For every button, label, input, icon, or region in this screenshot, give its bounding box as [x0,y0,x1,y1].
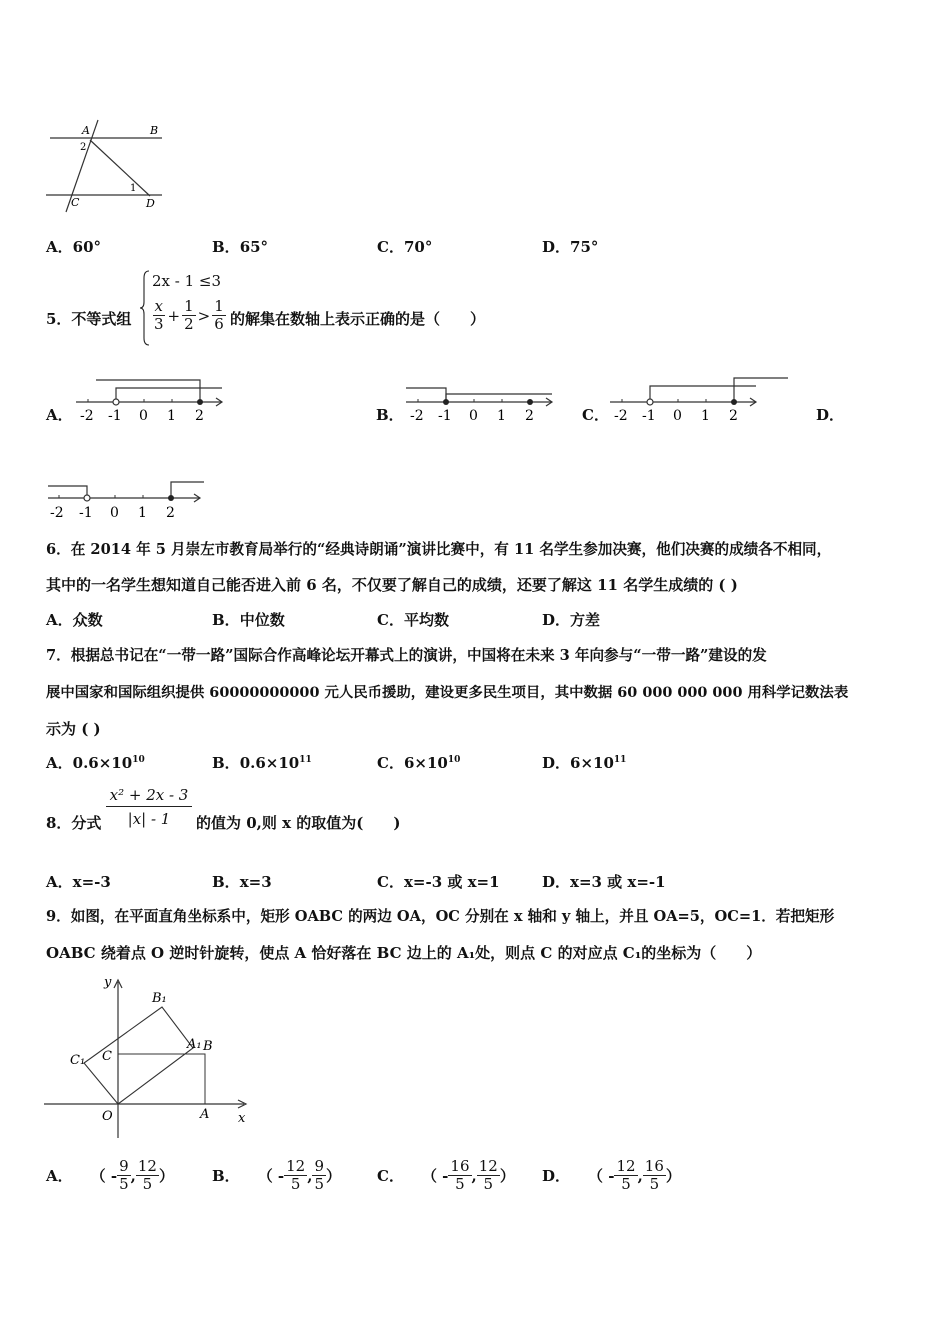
denominator: 5 [142,1175,153,1194]
option-comma: , [307,1166,313,1185]
tick-label: 2 [525,408,534,424]
q9-label-a1: A₁ [187,1037,202,1052]
denominator: 5 [119,1175,129,1194]
q9-line2: OABC 绕着点 O 逆时针旋转，使点 A 恰好落在 BC 边上的 A₁处，则点 C 的对应点 C₁的坐标为（ ） [46,944,762,962]
option-text: 众数 [72,611,103,629]
q9-label-x: x [238,1111,246,1126]
option-fraction-2 [477,1158,500,1194]
numerator: 9 [119,1157,129,1175]
q6-line2: 其中的一名学生想知道自己能否进入前 6 名，不仅要了解自己的成绩，还要了解这 11 名学生成绩的 ( ) [46,576,738,594]
option-letter: D． [542,873,571,891]
q5-sys-line1: 2x - 1 ≤3 [152,272,222,290]
tick-label: -1 [108,408,122,424]
option-letter: A． [46,238,73,256]
option-letter: A． [46,611,73,629]
option-letter: C． [377,873,404,891]
q8-numerator: x² + 2x - 3 [106,786,192,807]
q4-figure [44,118,166,214]
q4-label-b: B [150,124,159,137]
option-fraction-1 [448,1158,471,1194]
option-close-paren: ） [665,1167,681,1186]
tick-label: -1 [438,408,452,424]
q4-option-b[interactable] [212,236,268,257]
option-fraction-2 [643,1158,666,1194]
q5-suffix: 的解集在数轴上表示正确的是（ ） [230,310,486,328]
option-text: x=-3 [72,873,111,891]
option-text: x=3 或 x=-1 [570,873,666,891]
q9-label-b: B [203,1039,213,1054]
q5-x: x [154,297,163,315]
option-text: 60° [72,238,102,256]
q9-figure [40,972,255,1142]
option-letter: D． [542,238,571,256]
q9-label-c: C [102,1049,112,1064]
tick-label: 0 [469,408,478,424]
q4-label-2: 2 [80,142,87,153]
q5-frac-x3 [152,298,166,334]
q4-label-a: A [82,124,90,137]
q5-plus: + [167,306,181,325]
q9-label-b1: B₁ [152,991,167,1006]
q5-numberline-b[interactable] [402,376,562,426]
q5-brace [140,270,150,346]
q5-option-b-letter[interactable]: B． [376,406,404,424]
q9-option-d[interactable] [542,1158,681,1194]
q6-option-d[interactable] [542,609,600,630]
q6-line1: 6．在 2014 年 5 月崇左市教育局举行的“经典诗朗诵”演讲比赛中，有 11 名学生参加决赛，他们决赛的成绩各不相同， [46,541,832,558]
q5-numberline-c[interactable] [606,376,792,426]
q8-fraction [106,786,192,828]
q4-label-1: 1 [130,183,137,194]
numerator: 16 [450,1157,470,1175]
q7-option-b[interactable] [212,752,312,773]
option-open-paren: （ - [257,1167,285,1186]
option-text: 平均数 [403,611,449,629]
q4-label-c: C [71,196,80,209]
q5-gt: > [197,306,211,325]
q4-option-a[interactable] [46,236,101,257]
denominator: 5 [314,1175,325,1194]
option-letter: B． [212,873,240,891]
q5-option-c-letter[interactable]: C． [582,406,609,424]
option-fraction-2 [136,1158,159,1194]
q5-2: 2 [184,315,194,334]
option-letter: C． [377,1167,404,1186]
q5-3: 3 [154,315,164,334]
option-base: 6×10 [403,754,448,772]
option-letter: B． [212,238,240,256]
q6-option-c[interactable] [377,609,449,630]
option-comma: , [471,1166,477,1185]
q9-option-b[interactable] [212,1158,341,1194]
q5-frac-12 [182,298,196,334]
q7-line2: 展中国家和国际组织提供 60000000000 元人民币援助，建设更多民生项目，其中数据 60 000 000 000 用科学记数法表 [46,684,849,701]
option-exponent: 10 [447,755,461,765]
option-letter: B． [212,754,240,772]
tick-label: 2 [166,505,175,521]
q7-option-c[interactable] [377,752,460,773]
q5-1: 1 [184,297,194,315]
denominator: 5 [455,1175,465,1194]
q9-option-c[interactable] [377,1158,515,1194]
option-close-paren: ） [499,1167,515,1186]
q9-option-a[interactable] [46,1158,174,1194]
denominator: 5 [649,1175,660,1194]
q8-prefix: 8．分式 [46,814,102,832]
option-letter: A． [46,754,73,772]
q9-label-c1: C₁ [70,1053,86,1068]
option-close-paren: ） [158,1167,174,1186]
q8-denominator: |x| - 1 [127,810,171,828]
tick-label: 1 [167,408,176,424]
tick-label: -2 [614,408,628,424]
q7-line1: 7．根据总书记在“一带一路”国际合作高峰论坛开幕式上的演讲，中国将在未来 3 年向参与“一带一路”建设的发 [46,647,767,664]
q5-prefix: 5．不等式组 [46,310,132,328]
option-fraction-2 [312,1158,326,1194]
q8-option-d[interactable] [542,871,666,892]
q5-numberline-a[interactable] [72,376,232,426]
q5-option-a-letter[interactable]: A． [46,406,73,424]
q8-suffix: 的值为 0,则 x 的取值为( ) [196,814,401,832]
option-base: 6×10 [570,754,614,772]
tick-label: -2 [80,408,94,424]
q5-system [140,268,228,348]
q9-label-a: A [200,1107,210,1122]
option-text: 70° [403,238,433,256]
option-text: 方差 [570,611,601,629]
q5-frac-16 [212,298,226,334]
q8-option-c[interactable] [377,871,500,892]
q7-option-a[interactable] [46,752,145,773]
q5-6: 6 [214,315,224,334]
option-exponent: 11 [299,755,312,765]
tick-label: -1 [79,505,93,521]
option-letter: B． [212,1167,240,1186]
option-open-paren: （ - [90,1167,118,1186]
q6-option-a[interactable] [46,609,103,630]
q9-line1: 9．如图，在平面直角坐标系中，矩形 OABC 的两边 OA，OC 分别在 x 轴和 y 轴上，并且 OA=5，OC=1．若把矩形 [46,908,835,925]
q7-line3: 示为 ( ) [46,720,101,738]
option-text: x=-3 或 x=1 [403,873,500,891]
denominator: 5 [483,1175,494,1194]
option-letter: A． [46,873,73,891]
q5-numberline-d[interactable] [44,476,210,522]
numerator: 16 [644,1157,664,1175]
numerator: 12 [616,1157,636,1175]
option-fraction-1 [614,1158,637,1194]
option-letter: B． [212,611,240,629]
option-exponent: 11 [613,755,627,765]
option-comma: , [130,1166,136,1185]
tick-label: 0 [673,408,682,424]
tick-label: 2 [195,408,204,424]
q4-label-d: D [146,197,155,210]
q4-option-d[interactable] [542,236,598,257]
numerator: 12 [478,1157,498,1175]
numerator: 12 [286,1157,306,1175]
q5-sys-line2 [152,298,226,334]
option-comma: , [637,1166,643,1185]
q7-option-d[interactable] [542,752,626,773]
option-letter: D． [542,754,571,772]
tick-label: 1 [497,408,506,424]
tick-label: 0 [139,408,148,424]
tick-label: -2 [50,505,64,521]
option-letter: C． [377,611,404,629]
tick-label: 1 [701,408,710,424]
q5-r1: 1 [214,297,224,315]
numerator: 9 [314,1157,325,1175]
option-text: x=3 [239,873,272,891]
option-letter: D． [542,1167,571,1186]
q9-label-y: y [104,975,112,990]
option-letter: C． [377,754,404,772]
option-open-paren: （ - [421,1167,449,1186]
option-text: 75° [570,238,599,256]
option-close-paren: ） [326,1167,342,1186]
q4-option-c[interactable] [377,236,432,257]
option-text: 中位数 [239,611,285,629]
option-open-paren: （ - [588,1167,615,1186]
tick-label: 2 [729,408,738,424]
q6-option-b[interactable] [212,609,285,630]
tick-label: -1 [642,408,656,424]
q5-option-d-letter[interactable]: D． [816,406,845,424]
denominator: 5 [621,1175,631,1194]
option-fraction-1 [117,1158,131,1194]
option-exponent: 10 [132,755,145,765]
option-base: 0.6×10 [72,754,133,772]
tick-label: 0 [110,505,119,521]
option-base: 0.6×10 [239,754,300,772]
option-fraction-1 [284,1158,307,1194]
denominator: 5 [290,1175,301,1194]
tick-label: 1 [138,505,147,521]
tick-label: -2 [410,408,424,424]
q8-option-b[interactable] [212,871,272,892]
option-letter: A． [46,1167,73,1186]
q9-label-o: O [102,1109,113,1124]
option-text: 65° [239,238,269,256]
numerator: 12 [137,1157,157,1175]
q8-option-a[interactable] [46,871,111,892]
option-letter: D． [542,611,571,629]
option-letter: C． [377,238,404,256]
